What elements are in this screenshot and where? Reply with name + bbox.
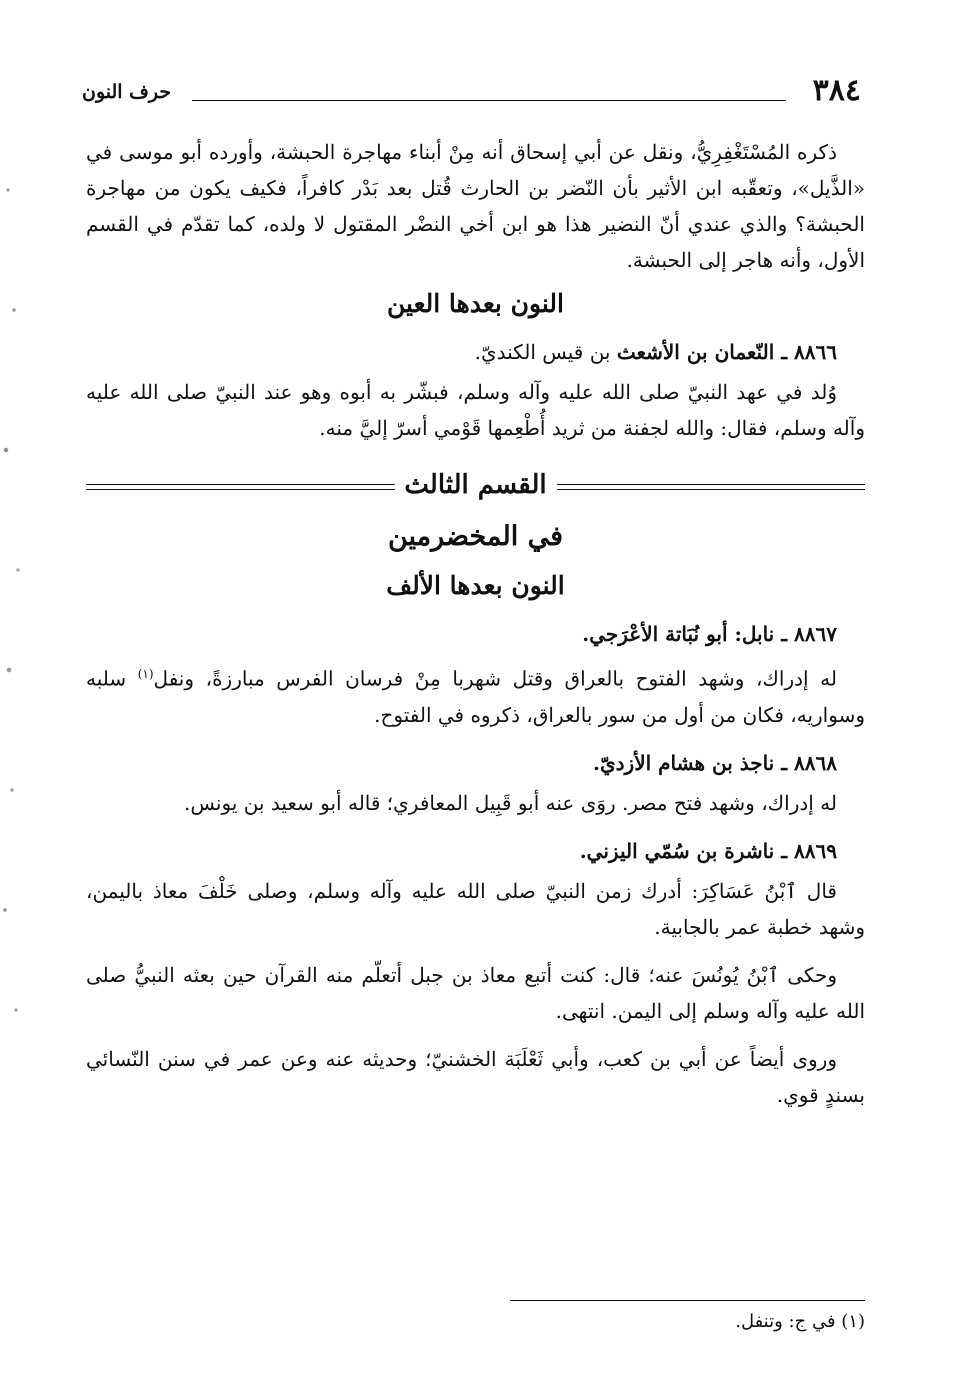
entry-name: ٨٨٦٦ ـ النّعمان بن الأشعث xyxy=(616,340,837,364)
footnote-marker[interactable]: (١) xyxy=(137,667,154,681)
section-divider xyxy=(86,464,865,508)
subheading: النون بعدها الألف xyxy=(386,571,565,600)
spacer xyxy=(86,733,865,745)
footnote-rule xyxy=(510,1300,865,1301)
spacer xyxy=(86,821,865,833)
paragraph xyxy=(86,656,865,733)
page-header xyxy=(82,73,861,116)
section-title: القسم الثالث xyxy=(394,464,556,506)
entry-heading-8866 xyxy=(86,334,865,370)
entry-heading-8867: ٨٨٦٧ ـ نابل: أبو نُبَاتة الأعْرَجي. xyxy=(582,622,837,646)
paragraph: وُلد في عهد النبيّ صلى الله عليه وآله وسلم، فبشّر به أبوه وهو عند النبيّ صلى الله عليه وآله وسلم، فقال: والله لجفنة من ثريد أُطْعِمها قَوْمي أسرّ إليَّ منه. xyxy=(86,380,865,440)
paragraph-text: له إدراك، وشهد الفتوح بالعراق وقتل شهربا مِنْ فرسان الفرس مبارزةً، ونفل xyxy=(153,666,837,691)
subheading: النون بعدها العين xyxy=(387,289,564,318)
entry-rest: بن قيس الكنديّ. xyxy=(474,340,617,364)
paragraph: وحكى ٱبْنُ يُونُسَ عنه؛ قال: كنت أتبع معاذ بن جبل أتعلّم منه القرآن حين بعثه النبيُّ صلى الله عليه وآله وسلم إلى اليمن. انتهى. xyxy=(86,962,865,1023)
header-rule xyxy=(192,100,786,101)
page-number: ٣٨٤ xyxy=(812,73,861,108)
entry-heading-8868: ٨٨٦٨ ـ ناجذ بن هشام الأزديّ. xyxy=(593,750,837,775)
running-title: حرف النون xyxy=(82,81,172,103)
paragraph: وروى أيضاً عن أبي بن كعب، وأبي ثَعْلَبَة الخشنيّ؛ وحديثه عنه وعن عمر في سنن النّسائي بسندٍ قوي. xyxy=(86,1046,865,1107)
spacer xyxy=(86,945,865,957)
paragraph: قال ٱبْنُ عَسَاكِرَ: أدرك زمن النبيّ صلى الله عليه وآله وسلم، وصلى خَلْفَ معاذ باليمن، وشهد خطبة عمر بالجابية. xyxy=(86,878,865,939)
section-subtitle: في المخضرمين xyxy=(387,521,564,552)
spacer xyxy=(86,1029,865,1041)
footnote: (١) في ج: وتنفل. xyxy=(735,1311,865,1332)
scan-edge-noise xyxy=(0,150,28,1050)
entry-heading-8869: ٨٨٦٩ ـ ناشرة بن سُمّي اليزني. xyxy=(579,838,837,863)
paragraph: ذكره المُسْتَغْفِرِيُّ، ونقل عن أبي إسحاق أنه مِنْ أبناء مهاجرة الحبشة، وأورده أبو موسى في «الذَّيل»، وتعقّبه ابن الأثير بأن النّضر بن الحارث قُتل بعد بَدْر كافراً، فكيف يكون من مهاجرة الحبشة؟ والذي عندي أنّ النضير هذا هو ابن أخي النضْر المقتول لا ولده، كما تقدّم في القسم الأول، وأنه هاجر إلى الحبشة. xyxy=(86,140,865,272)
paragraph: له إدراك، وشهد فتح مصر. روَى عنه أبو قَبِيل المعافري؛ قاله أبو سعيد بن يونس. xyxy=(184,790,837,815)
paragraph-text: سلبه وسواريه، فكان من أول من سور بالعراق، ذكروه في الفتوح. xyxy=(86,666,865,727)
page-body xyxy=(86,134,865,1113)
